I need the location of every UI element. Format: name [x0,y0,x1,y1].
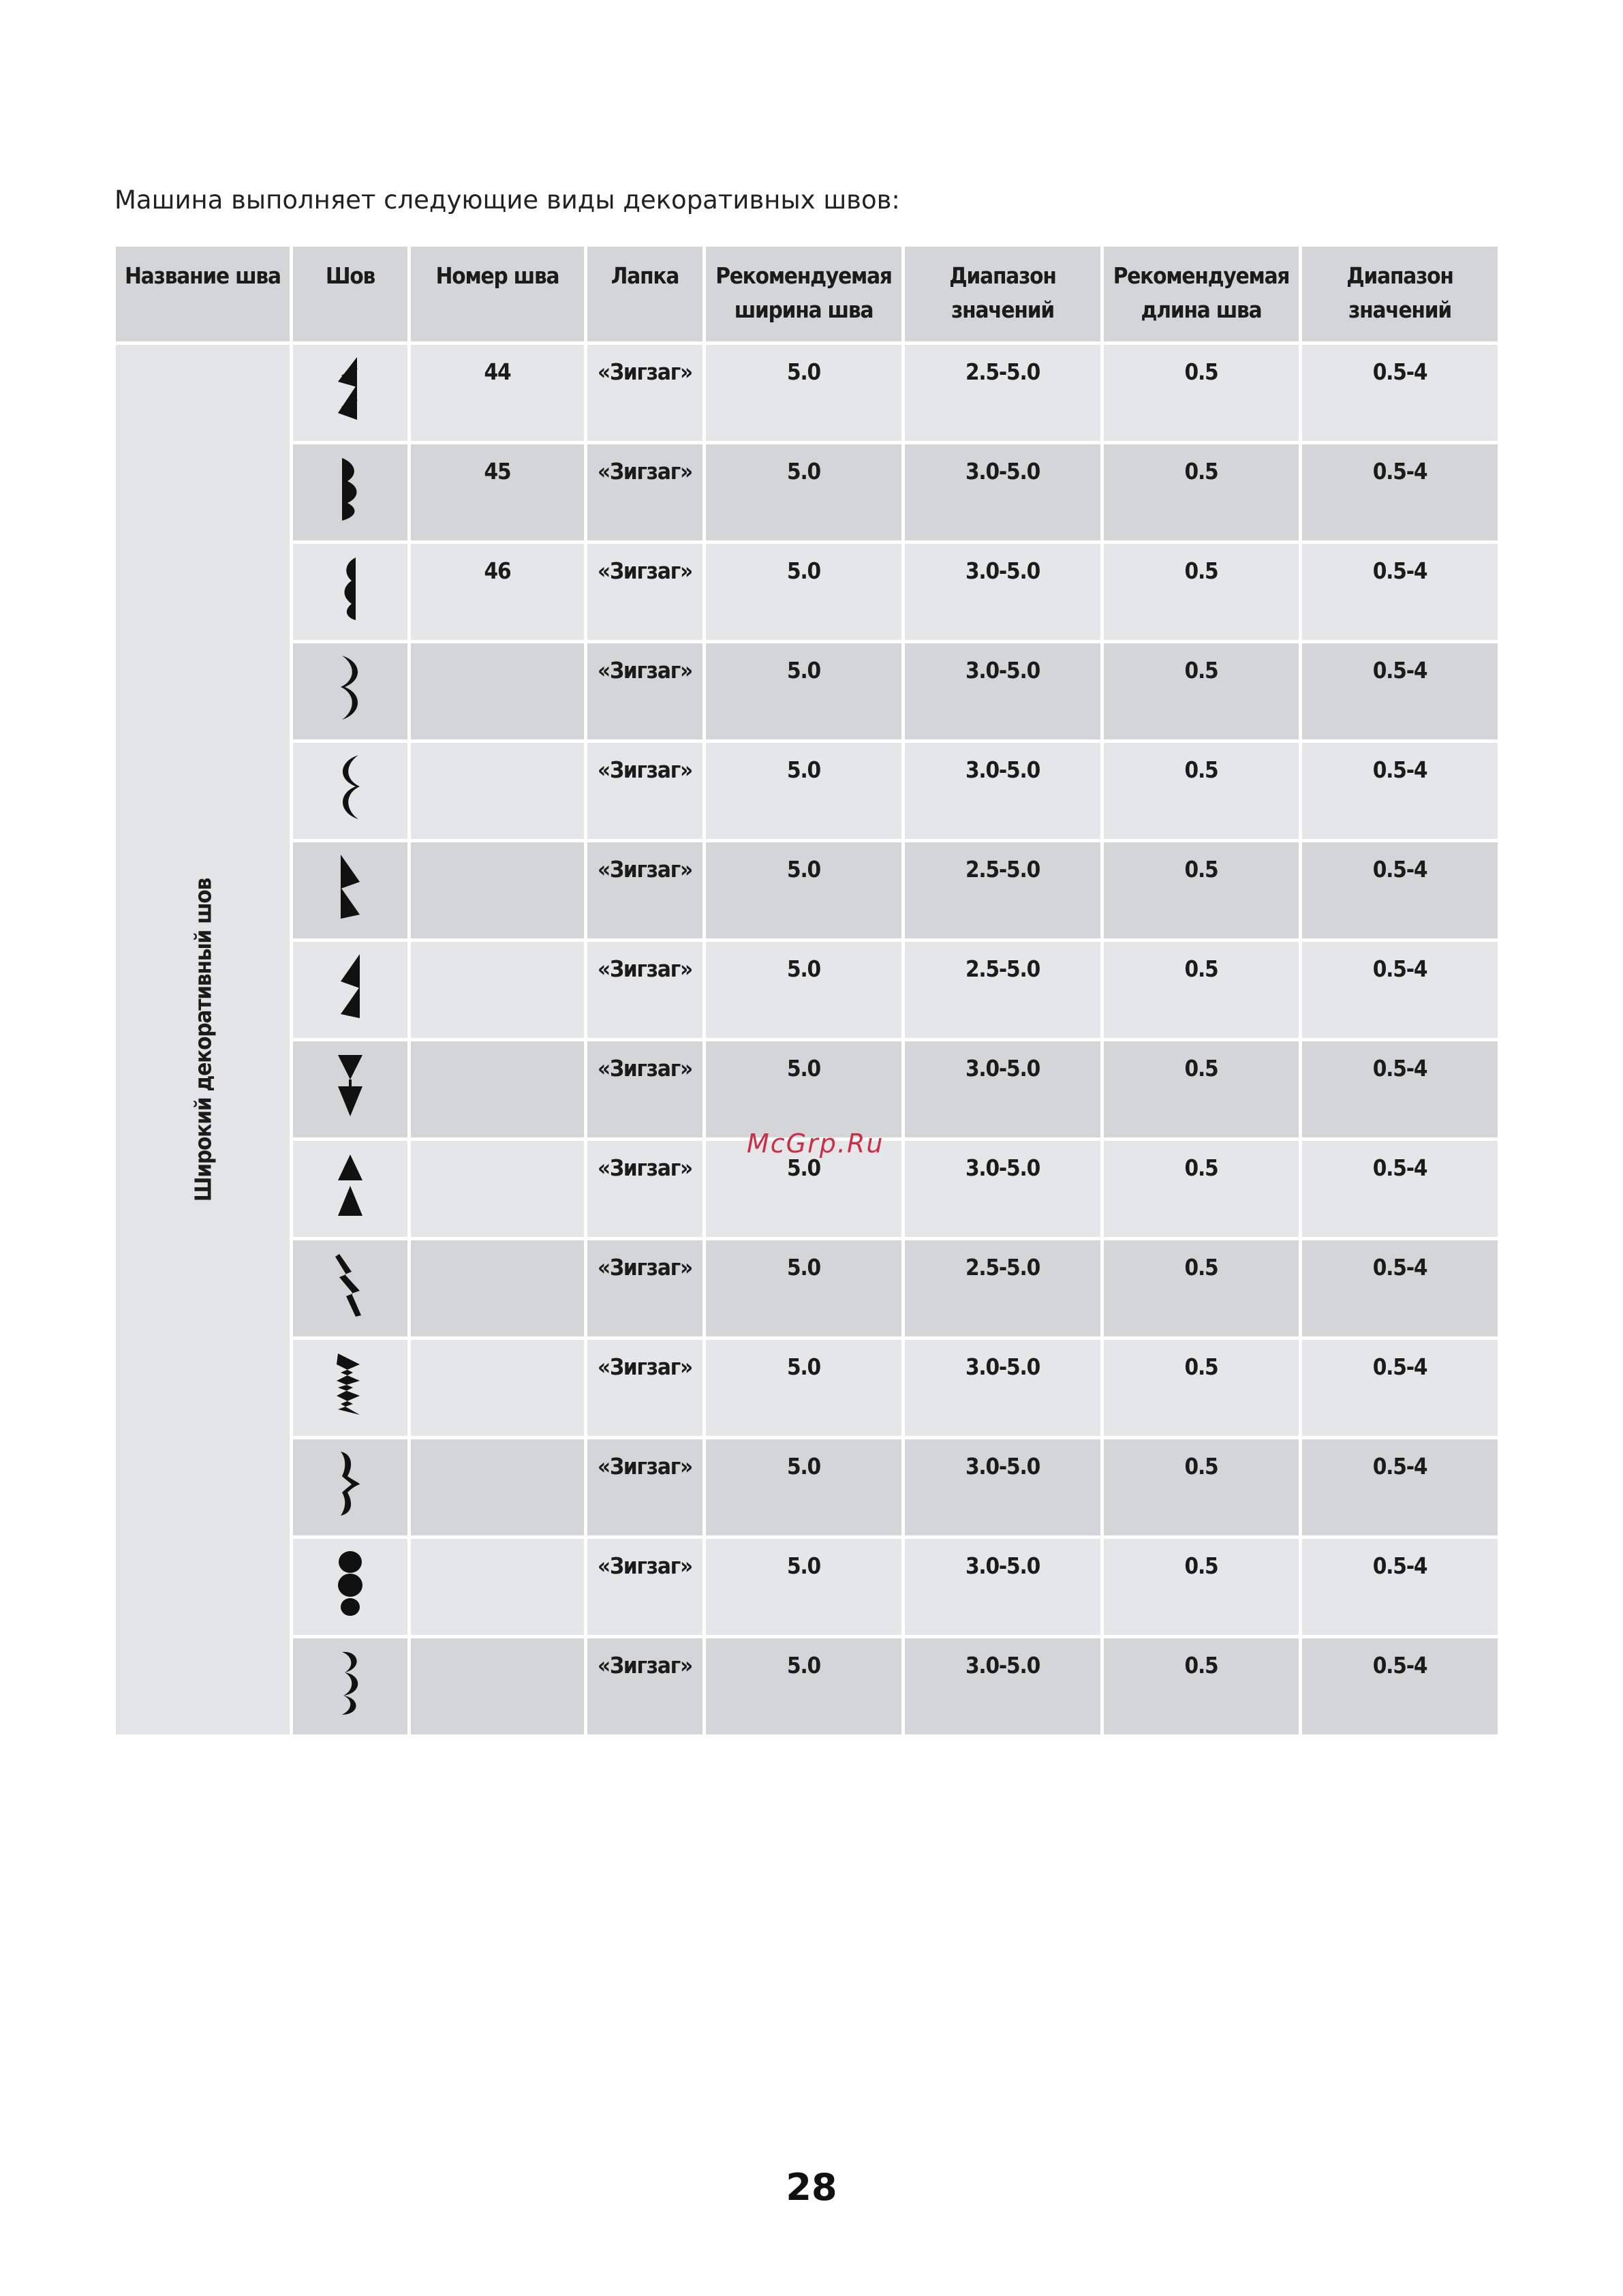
length-range: 0.5-4 [1302,743,1498,839]
stitch-pattern-cell [293,942,407,1038]
length-recommended: 0.5 [1104,643,1299,739]
stitch-pattern-cell [293,842,407,938]
length-range: 0.5-4 [1302,643,1498,739]
stitch-pattern-cell [293,1340,407,1436]
header-name: Название шва [116,247,290,341]
stitch-pattern-cell [293,544,407,640]
stitch-pattern-cell [293,1439,407,1535]
stitch-scallop-left-icon [333,553,368,623]
length-range: 0.5-4 [1302,842,1498,938]
stitch-triangle-down-icon [333,1051,368,1120]
stitch-number: 46 [411,544,584,640]
table-row [116,444,1498,540]
length-range: 0.5-4 [1302,1141,1498,1237]
watermark: McGrp.Ru [747,1129,884,1159]
length-recommended: 0.5 [1104,942,1299,1038]
table-row [116,1638,1498,1734]
stitch-crescent-right-icon [333,653,368,722]
stitch-pattern-cell [293,1041,407,1137]
width-recommended: 5.0 [706,1240,901,1336]
stitch-triangle-up-icon [333,1150,368,1220]
header-foot: Лапка [587,247,702,341]
intro-text: Машина выполняет следующие виды декоративных швов: [114,185,900,215]
stitch-group-name [116,345,290,1734]
presser-foot: «Зигзаг» [587,544,702,640]
table-row [116,345,1498,441]
length-recommended: 0.5 [1104,544,1299,640]
presser-foot: «Зигзаг» [587,1539,702,1635]
width-recommended: 5.0 [706,345,901,441]
width-range: 2.5-5.0 [905,1240,1100,1336]
length-recommended: 0.5 [1104,842,1299,938]
presser-foot: «Зигзаг» [587,1041,702,1137]
stitch-triangle-right-icon [333,852,368,921]
table-row [116,544,1498,640]
stitch-pattern-cell [293,1141,407,1237]
presser-foot: «Зигзаг» [587,1638,702,1734]
stitch-pattern-cell [293,643,407,739]
length-range: 0.5-4 [1302,345,1498,441]
length-recommended: 0.5 [1104,444,1299,540]
table-row [116,1439,1498,1535]
length-recommended: 0.5 [1104,1539,1299,1635]
presser-foot: «Зигзаг» [587,743,702,839]
presser-foot: «Зигзаг» [587,444,702,540]
width-range: 3.0-5.0 [905,1340,1100,1436]
stitch-ovals-icon [333,1548,368,1618]
presser-foot: «Зигзаг» [587,643,702,739]
width-range: 3.0-5.0 [905,643,1100,739]
length-range: 0.5-4 [1302,444,1498,540]
length-range: 0.5-4 [1302,1041,1498,1137]
length-range: 0.5-4 [1302,1638,1498,1734]
table-row [116,1340,1498,1436]
stitch-number [411,643,584,739]
width-range: 3.0-5.0 [905,544,1100,640]
stitch-pattern-cell [293,1638,407,1734]
width-range: 3.0-5.0 [905,1638,1100,1734]
header-number: Номер шва [411,247,584,341]
length-range: 0.5-4 [1302,1539,1498,1635]
stitch-pattern-cell [293,1240,407,1336]
stitch-double-zigzag-icon [333,1349,368,1419]
header-length-recommended: Рекомендуемая длина шва [1104,247,1299,341]
length-recommended: 0.5 [1104,1041,1299,1137]
stitch-brace-icon [333,1449,368,1518]
stitch-number: 45 [411,444,584,540]
stitch-number [411,1638,584,1734]
width-recommended: 5.0 [706,743,901,839]
length-range: 0.5-4 [1302,1340,1498,1436]
table-row [116,743,1498,839]
length-recommended: 0.5 [1104,1340,1299,1436]
presser-foot: «Зигзаг» [587,1240,702,1336]
stitch-number [411,1340,584,1436]
length-recommended: 0.5 [1104,1638,1299,1734]
length-recommended: 0.5 [1104,743,1299,839]
table-row [116,1041,1498,1137]
stitch-pattern-cell [293,743,407,839]
stitch-number [411,842,584,938]
stitch-pattern-cell [293,345,407,441]
stitch-number [411,1439,584,1535]
width-range: 2.5-5.0 [905,345,1100,441]
stitch-number [411,1141,584,1237]
stitch-leaves-icon [333,1648,368,1717]
presser-foot: «Зигзаг» [587,842,702,938]
table-body [116,345,1498,1734]
header-stitch: Шов [293,247,407,341]
stitch-number [411,1539,584,1635]
header-width-recommended: Рекомендуемая ширина шва [706,247,901,341]
length-range: 0.5-4 [1302,942,1498,1038]
width-recommended: 5.0 [706,1638,901,1734]
presser-foot: «Зигзаг» [587,942,702,1038]
length-recommended: 0.5 [1104,1240,1299,1336]
table-row [116,643,1498,739]
table-row [116,1539,1498,1635]
stitch-pattern-cell [293,1539,407,1635]
width-recommended: 5.0 [706,1340,901,1436]
stitch-number [411,1041,584,1137]
width-recommended: 5.0 [706,544,901,640]
page-number: 28 [786,2166,837,2209]
presser-foot: «Зигзаг» [587,1439,702,1535]
length-range: 0.5-4 [1302,1439,1498,1535]
width-recommended: 5.0 [706,1539,901,1635]
presser-foot: «Зигзаг» [587,1340,702,1436]
length-recommended: 0.5 [1104,345,1299,441]
table-row [116,1240,1498,1336]
header-length-range: Диапазон значений [1302,247,1498,341]
stitch-triangle-left-icon [333,951,368,1021]
table-row [116,942,1498,1038]
length-recommended: 0.5 [1104,1141,1299,1237]
length-recommended: 0.5 [1104,1439,1299,1535]
stitch-crescent-left-icon [333,752,368,822]
decorative-stitch-table [112,243,1501,1738]
width-range: 3.0-5.0 [905,1041,1100,1137]
width-recommended: 5.0 [706,643,901,739]
width-recommended: 5.0 [706,1439,901,1535]
width-range: 3.0-5.0 [905,1439,1100,1535]
length-range: 0.5-4 [1302,544,1498,640]
header-width-range: Диапазон значений [905,247,1100,341]
width-recommended: 5.0 [706,444,901,540]
stitch-number [411,743,584,839]
width-range: 3.0-5.0 [905,444,1100,540]
presser-foot: «Зигзаг» [587,1141,702,1237]
group-name-label: Широкий декоративный шов [189,878,216,1201]
width-range: 3.0-5.0 [905,743,1100,839]
width-range: 2.5-5.0 [905,842,1100,938]
stitch-number: 44 [411,345,584,441]
width-recommended: 5.0 [706,1141,901,1237]
width-recommended: 5.0 [706,842,901,938]
width-recommended: 5.0 [706,942,901,1038]
stitch-pattern-cell [293,444,407,540]
stitch-bumps-right-icon [333,454,368,523]
width-range: 3.0-5.0 [905,1141,1100,1237]
width-range: 3.0-5.0 [905,1539,1100,1635]
width-recommended: 5.0 [706,1041,901,1137]
stitch-arrows-left-icon [333,354,368,424]
stitch-zigzag-slant-icon [333,1250,368,1319]
width-range: 2.5-5.0 [905,942,1100,1038]
stitch-number [411,942,584,1038]
presser-foot: «Зигзаг» [587,345,702,441]
length-range: 0.5-4 [1302,1240,1498,1336]
table-header-row [116,247,1498,341]
table-row [116,842,1498,938]
stitch-number [411,1240,584,1336]
